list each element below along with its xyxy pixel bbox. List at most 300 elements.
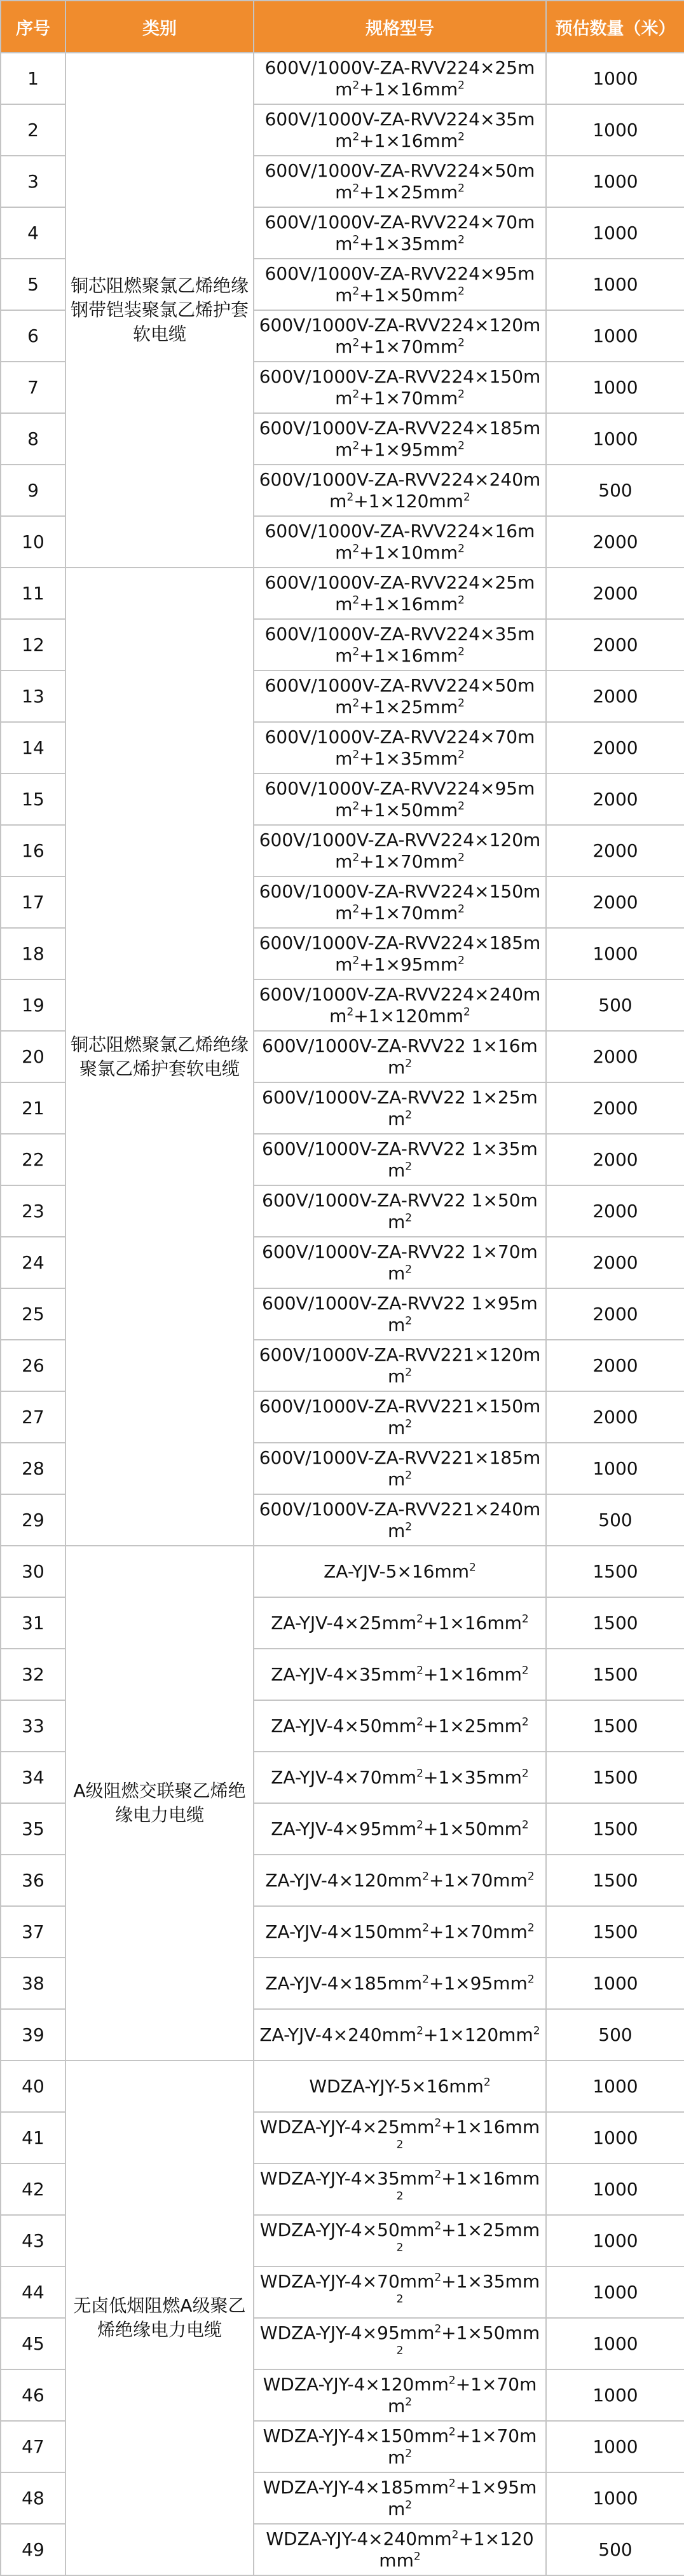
row-index: 2 <box>1 104 65 156</box>
spec-superscript: 2 <box>521 1767 529 1780</box>
header-quantity: 预估数量（米） <box>546 1 684 53</box>
quantity-cell: 1500 <box>546 1649 684 1700</box>
spec-superscript: 2 <box>346 491 354 504</box>
spec-text: +1×70mm <box>387 2425 537 2468</box>
spec-text: 4×240mm <box>357 2528 452 2549</box>
spec-text: +1×35mm <box>359 747 458 769</box>
spec-text: ZA-YJV-4×185mm <box>265 1972 423 1994</box>
spec-text: +1×25mm <box>359 181 458 203</box>
spec-superscript: 2 <box>405 1057 413 1070</box>
quantity-cell: 1000 <box>546 928 684 979</box>
spec-cell <box>254 2266 546 2318</box>
quantity-cell: 1000 <box>546 2421 684 2472</box>
row-index: 6 <box>1 310 65 362</box>
spec-text: ZA-YJV-5×16mm <box>324 1560 470 1582</box>
spec-superscript: 2 <box>352 439 360 453</box>
spec-cell <box>254 1237 546 1288</box>
table-row <box>1 53 684 104</box>
row-index: 1 <box>1 53 65 104</box>
spec-text: +1×120mm <box>379 2528 534 2571</box>
row-index: 22 <box>1 1134 65 1185</box>
quantity-cell: 500 <box>546 2524 684 2575</box>
spec-text: +1×70mm <box>387 2373 537 2416</box>
quantity-cell: 2000 <box>546 671 684 722</box>
spec-text: 4×240mm <box>329 983 541 1026</box>
spec-text: 1×240mm <box>387 1498 541 1541</box>
quantity-cell: 1000 <box>546 2061 684 2112</box>
spec-superscript: 2 <box>416 1612 423 1626</box>
spec-cell <box>254 362 546 413</box>
quantity-cell: 1500 <box>546 1700 684 1752</box>
spec-text: +1×35mm <box>359 233 458 254</box>
spec-text: 600V/1000V-ZA-RVV22 <box>264 262 469 284</box>
spec-cell <box>254 928 546 979</box>
quantity-cell: 2000 <box>546 773 684 825</box>
spec-superscript: 2 <box>405 1160 413 1173</box>
spec-text: 600V/1000V-ZA-RVV22 <box>264 160 469 181</box>
spec-text: 600V/1000V-ZA-RVV22 <box>259 417 463 439</box>
row-index: 5 <box>1 259 65 310</box>
spec-cell <box>254 1288 546 1340</box>
spec-text: 4×185mm <box>335 417 541 460</box>
spec-text: 4×50mm <box>335 160 535 203</box>
spec-text: 600V/1000V-ZA-RVV22 1×50mm <box>262 1189 538 1232</box>
spec-superscript: 2 <box>458 130 465 144</box>
row-index: 25 <box>1 1288 65 1340</box>
spec-superscript: 2 <box>527 1921 535 1935</box>
spec-superscript: 2 <box>352 182 360 195</box>
quantity-cell: 1000 <box>546 207 684 259</box>
spec-text: 4×95mm <box>335 262 535 306</box>
quantity-cell: 2000 <box>546 568 684 619</box>
spec-text: 600V/1000V-ZA-RVV22 <box>259 932 463 953</box>
spec-superscript: 2 <box>458 903 465 916</box>
spec-text: 4×35mm <box>335 108 535 151</box>
spec-cell <box>254 825 546 876</box>
spec-cell <box>254 2112 546 2164</box>
spec-superscript: 2 <box>396 2138 404 2151</box>
spec-superscript: 2 <box>458 285 465 298</box>
row-index: 3 <box>1 156 65 207</box>
spec-superscript: 2 <box>458 851 465 864</box>
spec-text: +1×70mm <box>359 902 458 923</box>
row-index: 40 <box>1 2061 65 2112</box>
spec-superscript: 2 <box>448 2477 456 2490</box>
spec-superscript: 2 <box>448 2425 456 2439</box>
spec-text: 600V/1000V-ZA-RVV22 <box>259 983 463 1005</box>
row-index: 12 <box>1 619 65 671</box>
table-row <box>1 2061 684 2112</box>
spec-cell <box>254 2318 546 2369</box>
spec-text: 4×16mm <box>335 520 535 563</box>
quantity-cell: 2000 <box>546 1082 684 1134</box>
spec-text: 600V/1000V-ZA-RVV22 <box>259 829 463 850</box>
header-index: 序号 <box>1 1 65 53</box>
spec-superscript: 2 <box>352 285 360 298</box>
category-cell: 铜芯阻燃聚氯乙烯绝缘钢带铠装聚氯乙烯护套软电缆 <box>65 53 254 568</box>
spec-text: ZA-YJV-4×25mm <box>271 1612 417 1633</box>
row-index: 43 <box>1 2215 65 2266</box>
quantity-cell: 1500 <box>546 1803 684 1855</box>
spec-cell <box>254 1082 546 1134</box>
spec-text: 600V/1000V-ZA-RVV22 <box>259 1395 463 1417</box>
spec-superscript: 2 <box>527 1973 535 1986</box>
spec-text: 600V/1000V-ZA-RVV22 <box>264 623 469 644</box>
quantity-cell: 500 <box>546 1494 684 1546</box>
spec-text: +1×16mm <box>423 1612 522 1633</box>
spec-superscript: 2 <box>416 1664 423 1677</box>
spec-text: 1×185mm <box>387 1447 541 1490</box>
spec-text: 600V/1000V-ZA-RVV22 <box>264 674 469 696</box>
row-index: 17 <box>1 876 65 928</box>
spec-text: 600V/1000V-ZA-RVV22 <box>259 880 463 902</box>
spec-text: 600V/1000V-ZA-RVV22 <box>264 211 469 233</box>
spec-cell <box>254 1649 546 1700</box>
spec-text: 600V/1000V-ZA-RVV22 <box>264 726 469 747</box>
quantity-cell: 500 <box>546 465 684 516</box>
row-index: 27 <box>1 1391 65 1443</box>
spec-superscript: 2 <box>352 130 360 144</box>
spec-superscript: 2 <box>458 954 465 967</box>
spec-cell <box>254 156 546 207</box>
spec-text: 4×25mm <box>335 571 535 615</box>
spec-superscript: 2 <box>416 1767 423 1780</box>
table-body <box>1 53 684 2575</box>
quantity-cell: 1000 <box>546 2472 684 2524</box>
quantity-cell: 1000 <box>546 362 684 413</box>
spec-superscript: 2 <box>458 748 465 761</box>
spec-cell <box>254 1443 546 1494</box>
spec-cell <box>254 1958 546 2009</box>
row-index: 36 <box>1 1855 65 1906</box>
spec-superscript: 2 <box>458 800 465 813</box>
spec-superscript: 2 <box>396 2293 404 2306</box>
row-index: 19 <box>1 979 65 1031</box>
spec-superscript: 2 <box>451 2528 459 2542</box>
spec-cell <box>254 1803 546 1855</box>
spec-cell <box>254 516 546 568</box>
spec-text: 4×70mm <box>335 211 535 254</box>
spec-superscript: 2 <box>521 1818 529 1832</box>
table-row <box>1 1546 684 1597</box>
spec-text: 4×25mm <box>335 57 535 100</box>
spec-text: +1×50mm <box>441 2322 540 2343</box>
spec-text: +1×16mm <box>441 2116 540 2137</box>
spec-text: 4×150mm <box>335 365 541 409</box>
spec-text: WDZA-YJY-5×16mm <box>309 2075 484 2097</box>
spec-superscript: 2 <box>405 1263 413 1276</box>
quantity-cell: 1000 <box>546 310 684 362</box>
spec-text: 4×95mm <box>335 777 535 821</box>
spec-cell <box>254 53 546 104</box>
spec-text: +1×25mm <box>423 1715 522 1736</box>
spec-superscript: 2 <box>405 1366 413 1379</box>
spec-text: +1×95mm <box>428 1972 528 1994</box>
spec-text: WDZA-YJY-4×25mm <box>259 2116 435 2137</box>
spec-superscript: 2 <box>416 1715 423 1729</box>
spec-superscript: 2 <box>469 1561 476 1574</box>
row-index: 23 <box>1 1185 65 1237</box>
spec-text: +1×70mm <box>359 387 458 409</box>
spec-text: 4×35mm <box>335 623 535 666</box>
spec-superscript: 2 <box>352 233 360 247</box>
spec-superscript: 2 <box>527 1870 535 1883</box>
spec-superscript: 2 <box>458 594 465 607</box>
row-index: 49 <box>1 2524 65 2575</box>
spec-superscript: 2 <box>533 2024 540 2038</box>
category-cell: 铜芯阻燃聚氯乙烯绝缘聚氯乙烯护套软电缆 <box>65 568 254 1546</box>
spec-cell <box>254 104 546 156</box>
spec-cell <box>254 619 546 671</box>
spec-superscript: 2 <box>458 182 465 195</box>
quantity-cell: 2000 <box>546 1134 684 1185</box>
row-index: 31 <box>1 1597 65 1649</box>
row-index: 20 <box>1 1031 65 1082</box>
row-index: 7 <box>1 362 65 413</box>
quantity-cell: 1500 <box>546 1546 684 1597</box>
spec-text: 4×150mm <box>335 880 541 923</box>
quantity-cell: 1000 <box>546 413 684 465</box>
row-index: 42 <box>1 2164 65 2215</box>
spec-superscript: 2 <box>458 645 465 658</box>
row-index: 38 <box>1 1958 65 2009</box>
spec-cell <box>254 671 546 722</box>
spec-superscript: 2 <box>352 954 360 967</box>
quantity-cell: 2000 <box>546 1031 684 1082</box>
spec-text: 600V/1000V-ZA-RVV22 1×95mm <box>262 1292 538 1335</box>
row-index: 37 <box>1 1906 65 1958</box>
spec-text: 600V/1000V-ZA-RVV22 <box>259 1447 463 1468</box>
table-row <box>1 568 684 619</box>
spec-text: 600V/1000V-ZA-RVV22 1×25mm <box>262 1086 538 1129</box>
spec-text: ZA-YJV-4×35mm <box>271 1663 417 1685</box>
spec-superscript: 2 <box>416 2024 423 2038</box>
spec-superscript: 2 <box>483 2076 491 2089</box>
category-cell: A级阻燃交联聚乙烯绝缘电力电缆 <box>65 1546 254 2061</box>
spec-superscript: 2 <box>352 594 360 607</box>
spec-superscript: 2 <box>352 748 360 761</box>
spec-superscript: 2 <box>434 2271 442 2284</box>
spec-text: +1×70mm <box>359 336 458 357</box>
spec-text: 4×50mm <box>335 674 535 718</box>
row-index: 32 <box>1 1649 65 1700</box>
row-index: 30 <box>1 1546 65 1597</box>
spec-text: ZA-YJV-4×50mm <box>271 1715 417 1736</box>
spec-text: ZA-YJV-4×240mm <box>259 2024 417 2045</box>
spec-text: 4×120mm <box>335 829 541 872</box>
spec-superscript: 2 <box>396 2241 404 2254</box>
spec-superscript: 2 <box>463 491 470 504</box>
spec-text: +1×95mm <box>387 2476 537 2519</box>
row-index: 44 <box>1 2266 65 2318</box>
spec-cell <box>254 1700 546 1752</box>
spec-cell <box>254 1031 546 1082</box>
quantity-cell: 1500 <box>546 1597 684 1649</box>
spec-cell <box>254 2061 546 2112</box>
spec-text: 600V/1000V-ZA-RVV22 <box>259 1498 463 1520</box>
row-index: 48 <box>1 2472 65 2524</box>
spec-cell <box>254 2369 546 2421</box>
table-header-row <box>1 1 684 53</box>
spec-text: +1×16mm <box>359 78 458 100</box>
quantity-cell: 2000 <box>546 876 684 928</box>
spec-superscript: 2 <box>396 2190 404 2203</box>
header-category: 类别 <box>65 1 254 53</box>
row-index: 34 <box>1 1752 65 1803</box>
spec-text: 600V/1000V-ZA-RVV22 <box>259 314 463 336</box>
spec-superscript: 2 <box>405 1108 413 1122</box>
spec-text: WDZA-YJY-4×185mm <box>263 2476 449 2498</box>
spec-cell <box>254 2164 546 2215</box>
quantity-cell: 1500 <box>546 1906 684 1958</box>
spec-text: WDZA-YJY-4×35mm <box>259 2167 435 2189</box>
spec-text: 600V/1000V-ZA-RVV22 <box>259 365 463 387</box>
spec-superscript: 2 <box>413 2550 421 2563</box>
row-index: 33 <box>1 1700 65 1752</box>
spec-superscript: 2 <box>352 800 360 813</box>
quantity-cell: 2000 <box>546 516 684 568</box>
spec-superscript: 2 <box>352 336 360 350</box>
spec-superscript: 2 <box>352 645 360 658</box>
spec-text: +1×16mm <box>359 644 458 666</box>
spec-text: +1×16mm <box>423 1663 522 1685</box>
quantity-cell: 1000 <box>546 2266 684 2318</box>
row-index: 24 <box>1 1237 65 1288</box>
spec-text: +1×16mm <box>359 593 458 615</box>
spec-text: +1×25mm <box>441 2219 540 2240</box>
spec-text: 600V/1000V-ZA-RVV22 1×70mm <box>262 1241 538 1284</box>
spec-superscript: 2 <box>422 1973 429 1986</box>
spec-text: 600V/1000V-ZA-RVV22 <box>264 57 469 78</box>
spec-cell <box>254 310 546 362</box>
spec-superscript: 2 <box>405 2395 413 2409</box>
spec-superscript: 2 <box>434 2219 442 2233</box>
spec-text: 4×70mm <box>335 726 535 769</box>
row-index: 45 <box>1 2318 65 2369</box>
quantity-cell: 2000 <box>546 1288 684 1340</box>
spec-cell <box>254 1752 546 1803</box>
row-index: 14 <box>1 722 65 773</box>
quantity-cell: 1000 <box>546 1443 684 1494</box>
row-index: 13 <box>1 671 65 722</box>
row-index: 28 <box>1 1443 65 1494</box>
spec-superscript: 2 <box>458 79 465 92</box>
spec-text: +1×50mm <box>359 799 458 821</box>
row-index: 11 <box>1 568 65 619</box>
quantity-cell: 1500 <box>546 1752 684 1803</box>
row-index: 35 <box>1 1803 65 1855</box>
row-index: 21 <box>1 1082 65 1134</box>
spec-text: +1×10mm <box>359 542 458 563</box>
spec-superscript: 2 <box>422 1921 429 1935</box>
quantity-cell: 500 <box>546 979 684 1031</box>
spec-text: +1×35mm <box>441 2270 540 2292</box>
spec-text: ZA-YJV-4×120mm <box>265 1869 423 1891</box>
row-index: 4 <box>1 207 65 259</box>
quantity-cell: 2000 <box>546 1340 684 1391</box>
quantity-cell: 1000 <box>546 104 684 156</box>
spec-cell <box>254 1185 546 1237</box>
header-spec: 规格型号 <box>254 1 546 53</box>
spec-cell <box>254 773 546 825</box>
spec-superscript: 2 <box>448 2374 456 2387</box>
spec-cell <box>254 568 546 619</box>
spec-cell <box>254 2215 546 2266</box>
row-index: 26 <box>1 1340 65 1391</box>
spec-superscript: 2 <box>405 1520 413 1534</box>
spec-superscript: 2 <box>434 2168 442 2181</box>
spec-text: 600V/1000V-ZA-RVV22 <box>259 468 463 490</box>
quantity-cell: 2000 <box>546 825 684 876</box>
spec-superscript: 2 <box>434 2116 442 2130</box>
spec-cell <box>254 1494 546 1546</box>
spec-cell <box>254 1340 546 1391</box>
row-index: 39 <box>1 2009 65 2061</box>
quantity-cell: 1000 <box>546 259 684 310</box>
spec-text: WDZA-YJY- <box>266 2528 357 2549</box>
spec-text: WDZA-YJY-4×95mm <box>259 2322 435 2343</box>
quantity-cell: 1000 <box>546 2369 684 2421</box>
spec-text: 600V/1000V-ZA-RVV22 <box>264 571 469 593</box>
spec-superscript: 2 <box>405 1314 413 1328</box>
spec-text: +1×70mm <box>428 1921 528 1942</box>
spec-text: +1×70mm <box>359 850 458 872</box>
row-index: 10 <box>1 516 65 568</box>
spec-superscript: 2 <box>458 697 465 710</box>
spec-superscript: 2 <box>405 1417 413 1431</box>
spec-text: 600V/1000V-ZA-RVV22 1×35mm <box>262 1138 538 1181</box>
quantity-cell: 1000 <box>546 2164 684 2215</box>
spec-superscript: 2 <box>405 2447 413 2460</box>
spec-text: ZA-YJV-4×150mm <box>265 1921 423 1942</box>
spec-superscript: 2 <box>352 388 360 401</box>
spec-text: +1×35mm <box>423 1766 522 1788</box>
spec-text: +1×50mm <box>359 284 458 306</box>
row-index: 46 <box>1 2369 65 2421</box>
spec-superscript: 2 <box>416 1818 423 1832</box>
spec-cell <box>254 1546 546 1597</box>
quantity-cell: 1000 <box>546 53 684 104</box>
row-index: 9 <box>1 465 65 516</box>
spec-superscript: 2 <box>458 233 465 247</box>
spec-superscript: 2 <box>458 542 465 555</box>
row-index: 16 <box>1 825 65 876</box>
spec-superscript: 2 <box>405 1211 413 1225</box>
spec-text: 4×185mm <box>335 932 541 975</box>
spec-superscript: 2 <box>458 439 465 453</box>
spec-cell <box>254 979 546 1031</box>
spec-cell <box>254 1391 546 1443</box>
spec-cell <box>254 413 546 465</box>
spec-text: WDZA-YJY-4×70mm <box>259 2270 435 2292</box>
quantity-cell: 1000 <box>546 2318 684 2369</box>
spec-text: ZA-YJV-4×70mm <box>271 1766 417 1788</box>
quantity-cell: 2000 <box>546 1391 684 1443</box>
spec-text: +1×16mm <box>441 2167 540 2189</box>
spec-text: +1×25mm <box>359 696 458 718</box>
quantity-cell: 500 <box>546 2009 684 2061</box>
spec-superscript: 2 <box>434 2322 442 2336</box>
spec-cell <box>254 207 546 259</box>
spec-superscript: 2 <box>458 388 465 401</box>
spec-superscript: 2 <box>422 1870 429 1883</box>
spec-cell <box>254 1855 546 1906</box>
spec-superscript: 2 <box>521 1664 529 1677</box>
spec-superscript: 2 <box>352 697 360 710</box>
quantity-cell: 1000 <box>546 1958 684 2009</box>
spec-cell <box>254 2009 546 2061</box>
quantity-cell: 1000 <box>546 2215 684 2266</box>
